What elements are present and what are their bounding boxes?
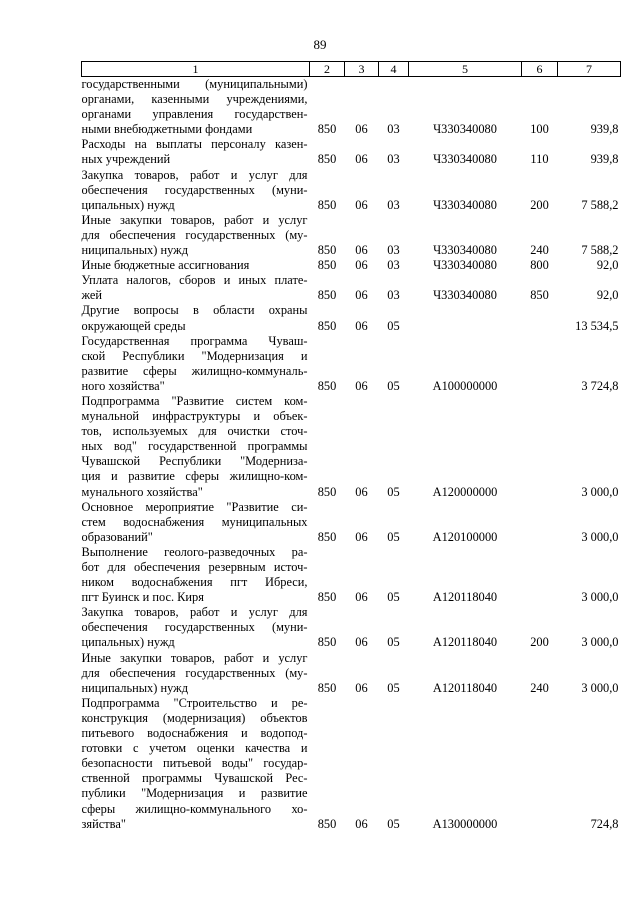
code-section: 06 <box>355 288 368 303</box>
amount: 7 588,2 <box>581 197 619 212</box>
row-name-line: ного хозяйства" <box>81 378 165 393</box>
code-admin: 850 <box>317 197 337 212</box>
code-expense-type: 850 <box>530 288 549 303</box>
code-target-article: А130000000 <box>432 816 498 831</box>
code-expense-type: 110 <box>530 152 549 167</box>
table-row <box>82 273 621 303</box>
code-section: 06 <box>355 680 368 695</box>
amount: 92,0 <box>596 288 619 303</box>
code-subsection: 03 <box>387 288 400 303</box>
row-name-line: безопасности питьевой воды" государ- <box>81 756 308 771</box>
table-row <box>82 605 621 650</box>
budget-table <box>81 61 621 832</box>
row-name <box>82 258 310 273</box>
code-admin: 850 <box>317 590 337 605</box>
code-section: 06 <box>355 529 368 544</box>
code-admin: 850 <box>317 484 337 499</box>
code-section: 06 <box>355 318 368 333</box>
code-admin: 850 <box>317 152 337 167</box>
code-subsection: 03 <box>387 152 400 167</box>
code-section: 06 <box>355 484 368 499</box>
code-subsection: 05 <box>387 816 400 831</box>
row-name-line: Основное мероприятие "Развитие си- <box>81 499 308 514</box>
row-name-line: Уплата налогов, сборов и иных плате- <box>81 273 308 288</box>
table-row <box>82 77 621 138</box>
table-row <box>82 303 621 333</box>
table-row <box>82 651 621 696</box>
amount: 7 588,2 <box>581 243 619 258</box>
amount: 13 534,5 <box>575 318 619 333</box>
header-col-4: 4 <box>379 62 409 77</box>
code-target-article: Ч330340080 <box>433 152 497 167</box>
code-section: 06 <box>355 816 368 831</box>
table-row <box>82 500 621 545</box>
row-name-line: органами управления государствен- <box>81 107 308 122</box>
code-subsection: 05 <box>387 529 400 544</box>
code-admin: 850 <box>317 288 337 303</box>
code-admin: 850 <box>317 258 337 273</box>
code-admin: 850 <box>317 243 337 258</box>
code-subsection: 05 <box>387 484 400 499</box>
code-expense-type <box>522 500 558 545</box>
code-expense-type: 200 <box>530 635 549 650</box>
code-expense-type <box>522 303 558 333</box>
code-target-article: Ч330340080 <box>433 197 497 212</box>
code-expense-type <box>522 545 558 605</box>
amount: 92,0 <box>596 258 619 273</box>
header-col-3: 3 <box>345 62 379 77</box>
row-name-line: готовки с учетом оценки качества и <box>81 741 308 756</box>
row-name <box>82 605 310 650</box>
table-row <box>82 696 621 832</box>
amount: 3 000,0 <box>581 484 619 499</box>
code-section: 06 <box>355 378 368 393</box>
row-name-line: Иные бюджетные ассигнования <box>81 258 250 273</box>
table-row <box>82 168 621 213</box>
code-target-article: А120118040 <box>432 590 498 605</box>
code-section: 06 <box>355 590 368 605</box>
row-name <box>82 696 310 832</box>
code-target-article: Ч330340080 <box>433 243 497 258</box>
code-expense-type: 200 <box>530 197 549 212</box>
row-name-line: ными внебюджетными фондами <box>81 122 253 137</box>
code-subsection: 03 <box>387 122 400 137</box>
row-name-line: ниципальных) нужд <box>81 243 189 258</box>
code-admin: 850 <box>317 529 337 544</box>
code-admin: 850 <box>317 680 337 695</box>
row-name-line: ниципальных) нужд <box>81 680 189 695</box>
row-name-line: Закупка товаров, работ и услуг для <box>81 167 308 182</box>
row-name-line: жей <box>81 288 103 303</box>
code-target-article: Ч330340080 <box>433 258 497 273</box>
header-row <box>82 62 621 77</box>
row-name-line: образований" <box>81 529 153 544</box>
table-row <box>82 213 621 258</box>
row-name-line: ных вод" государственной программы <box>81 439 308 454</box>
page-number: 89 <box>313 37 327 52</box>
row-name-line: обеспечения государственных (муни- <box>81 182 308 197</box>
header-col-1: 1 <box>82 62 310 77</box>
code-expense-type <box>522 696 558 832</box>
code-section: 06 <box>355 152 368 167</box>
amount: 3 000,0 <box>581 590 619 605</box>
code-target-article: А120118040 <box>432 635 498 650</box>
code-subsection: 05 <box>387 378 400 393</box>
code-admin: 850 <box>317 816 337 831</box>
table-body <box>82 77 621 832</box>
row-name-line: Выполнение геолого-разведочных ра- <box>81 544 308 559</box>
code-expense-type <box>522 334 558 394</box>
code-target-article: Ч330340080 <box>433 122 497 137</box>
amount: 3 724,8 <box>581 378 619 393</box>
header-col-5: 5 <box>409 62 522 77</box>
header-col-6: 6 <box>522 62 558 77</box>
code-section: 06 <box>355 258 368 273</box>
row-name-line: развитие сферы жилищно-коммуналь- <box>81 363 308 378</box>
row-name-line: Закупка товаров, работ и услуг для <box>81 605 308 620</box>
row-name-line: государственными (муниципальными) <box>81 77 308 91</box>
code-subsection: 05 <box>387 590 400 605</box>
amount: 724,8 <box>590 816 619 831</box>
amount: 939,8 <box>590 122 619 137</box>
code-target-article <box>409 303 522 333</box>
amount: 3 000,0 <box>581 529 619 544</box>
code-target-article: А120118040 <box>432 680 498 695</box>
row-name-line: мунального хозяйства" <box>81 484 203 499</box>
code-section: 06 <box>355 635 368 650</box>
row-name <box>82 545 310 605</box>
code-expense-type <box>522 394 558 500</box>
code-target-article: А120100000 <box>432 529 498 544</box>
row-name-line: питьевого водоснабжения и водопод- <box>81 726 308 741</box>
row-name <box>82 137 310 167</box>
table-row <box>82 394 621 500</box>
code-subsection: 05 <box>387 680 400 695</box>
row-name-line: стем водоснабжения муниципальных <box>81 514 308 529</box>
row-name-line: ция и развитие сферы жилищно-ком- <box>81 469 308 484</box>
code-subsection: 03 <box>387 258 400 273</box>
code-admin: 850 <box>317 122 337 137</box>
table-header <box>82 62 621 77</box>
row-name-line: для обеспечения государственных (му- <box>81 665 308 680</box>
row-name-line: ственной программы Чувашской Рес- <box>81 771 308 786</box>
code-expense-type: 240 <box>530 243 549 258</box>
row-name-line: окружающей среды <box>81 318 186 333</box>
row-name-line: Государственная программа Чуваш- <box>81 333 308 348</box>
code-subsection: 03 <box>387 197 400 212</box>
amount: 939,8 <box>590 152 619 167</box>
code-target-article: А120000000 <box>432 484 498 499</box>
row-name-line: Иные закупки товаров, работ и услуг <box>81 650 308 665</box>
row-name-line: ской Республики "Модернизация и <box>81 348 308 363</box>
header-col-2: 2 <box>310 62 345 77</box>
row-name-line: Другие вопросы в области охраны <box>81 303 308 318</box>
row-name-line: бот для обеспечения резервным источ- <box>81 560 308 574</box>
row-name <box>82 394 310 500</box>
code-section: 06 <box>355 243 368 258</box>
table-row <box>82 137 621 167</box>
row-name <box>82 303 310 333</box>
row-name-line: органами, казенными учреждениями, <box>81 92 308 107</box>
row-name-line: ципальных) нужд <box>81 635 175 650</box>
code-expense-type: 800 <box>530 258 549 273</box>
row-name-line: конструкция (модернизация) объектов <box>81 710 308 725</box>
row-name-line: мунальной инфраструктуры и объек- <box>81 409 308 424</box>
row-name-line: для обеспечения государственных (му- <box>81 227 308 242</box>
row-name <box>82 651 310 696</box>
table-row <box>82 545 621 605</box>
row-name-line: тов, используемых для очистки сточ- <box>81 424 308 439</box>
row-name <box>82 334 310 394</box>
code-subsection: 05 <box>387 318 400 333</box>
code-expense-type: 240 <box>530 680 549 695</box>
code-expense-type: 100 <box>530 122 549 137</box>
row-name-line: Подпрограмма "Развитие систем ком- <box>81 393 308 408</box>
code-admin: 850 <box>317 635 337 650</box>
table-row <box>82 258 621 273</box>
row-name-line: Подпрограмма "Строительство и ре- <box>81 695 308 710</box>
row-name-line: ципальных) нужд <box>81 197 175 212</box>
code-subsection: 05 <box>387 635 400 650</box>
row-name <box>82 213 310 258</box>
row-name-line: Иные закупки товаров, работ и услуг <box>81 212 308 227</box>
code-target-article: Ч330340080 <box>433 288 497 303</box>
code-admin: 850 <box>317 378 337 393</box>
row-name-line: пгт Буинск и пос. Киря <box>81 590 204 605</box>
row-name-line: Расходы на выплаты персоналу казен- <box>81 137 308 152</box>
code-section: 06 <box>355 122 368 137</box>
table-row <box>82 334 621 394</box>
row-name <box>82 273 310 303</box>
row-name-line: ником водоснабжения пгт Ибреси, <box>81 575 308 590</box>
code-admin: 850 <box>317 318 337 333</box>
row-name <box>82 77 310 138</box>
header-col-7: 7 <box>558 62 621 77</box>
code-target-article: А100000000 <box>432 378 498 393</box>
row-name <box>82 500 310 545</box>
row-name-line: сферы жилищно-коммунального хо- <box>81 801 308 816</box>
code-section: 06 <box>355 197 368 212</box>
amount: 3 000,0 <box>581 680 619 695</box>
row-name-line: зяйства" <box>81 816 126 831</box>
row-name-line: публики "Модернизация и развитие <box>81 786 308 801</box>
row-name-line: ных учреждений <box>81 152 171 167</box>
row-name <box>82 168 310 213</box>
row-name-line: обеспечения государственных (муни- <box>81 620 308 635</box>
row-name-line: Чувашской Республики "Модерниза- <box>81 454 308 469</box>
code-subsection: 03 <box>387 243 400 258</box>
amount: 3 000,0 <box>581 635 619 650</box>
